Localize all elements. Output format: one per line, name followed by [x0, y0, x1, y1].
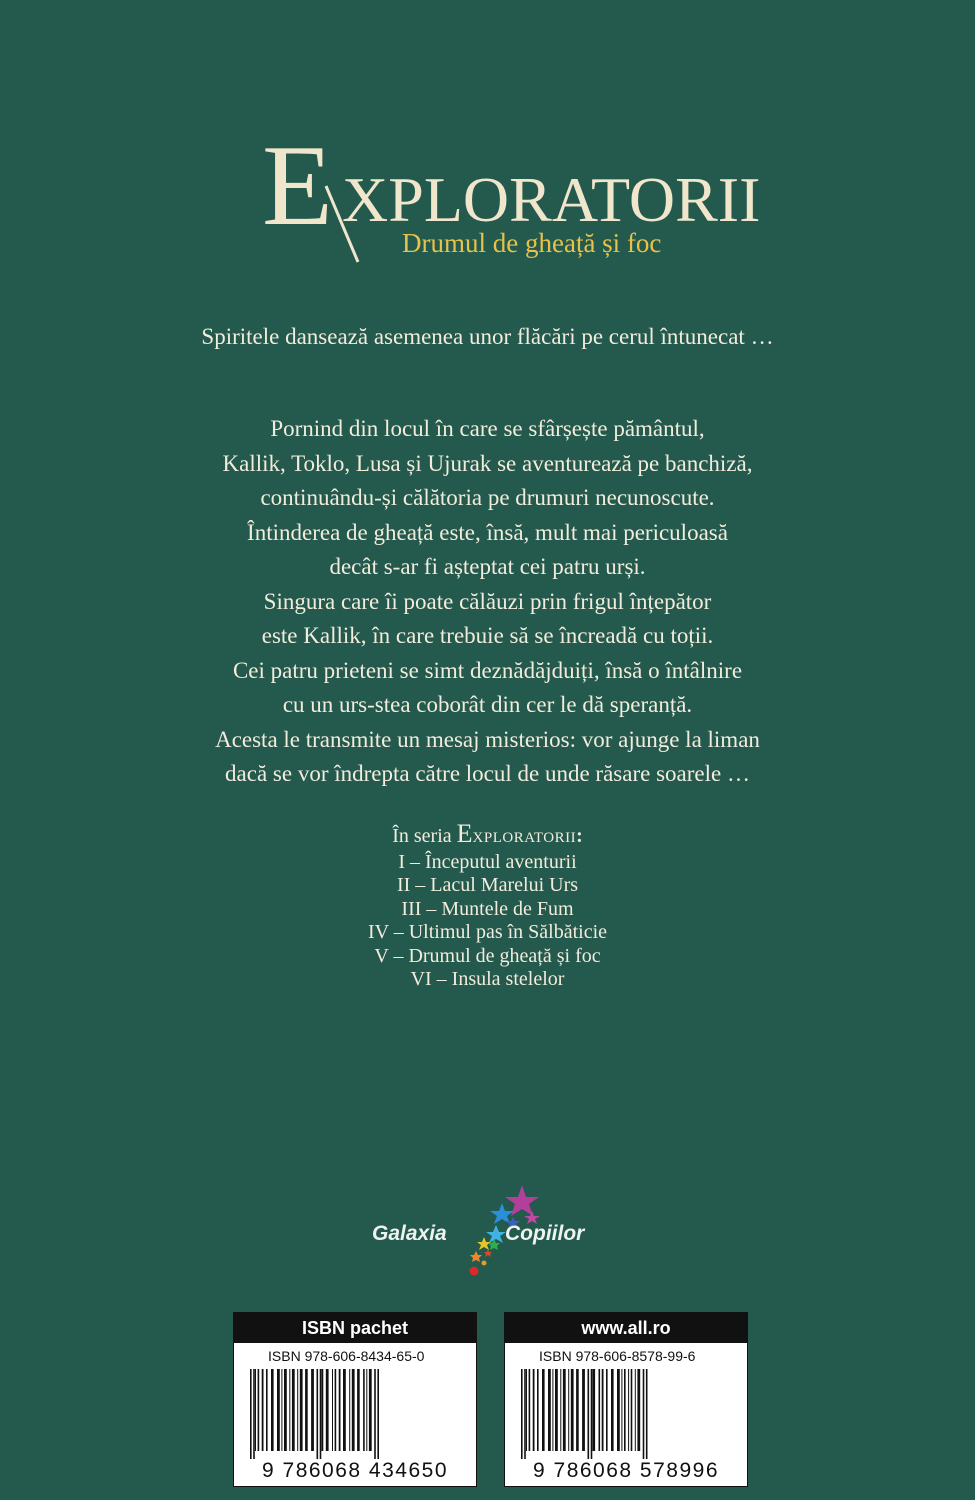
logo-x-stroke: [322, 184, 362, 264]
series-logo: [262, 122, 761, 268]
barcode-right-header: www.all.ro: [505, 1313, 747, 1343]
barcode-left-digits: 9 786068 434650: [262, 1459, 448, 1482]
publisher-name-galaxia: Galaxia: [372, 1222, 447, 1245]
series-list: [0, 819, 975, 992]
book-subtitle: Drumul de gheață și foc: [402, 228, 662, 258]
synopsis-line: este Kallik, în care trebuie să se încreadă cu toții.: [261, 623, 714, 648]
barcode-right-bars: [511, 1369, 741, 1459]
series-heading: [0, 819, 975, 851]
synopsis: [0, 412, 975, 792]
series-item: V – Drumul de gheață și foc: [374, 944, 601, 967]
synopsis-line: Întinderea de gheață este, însă, mult mai periculoasă: [247, 519, 728, 545]
barcode-right-digits: 9 786068 578996: [533, 1459, 719, 1482]
barcode-right: [504, 1312, 748, 1487]
synopsis-line: Acesta le transmite un mesaj misterios: vor ajunge la liman: [215, 726, 760, 752]
barcode-right-isbn: ISBN 978-606-8578-99-6: [539, 1348, 696, 1364]
tagline: Spiritele dansează asemenea unor flăcări pe cerul întunecat …: [201, 324, 774, 349]
series-item: II – Lacul Marelui Urs: [396, 874, 579, 896]
synopsis-line: dacă se vor îndrepta către locul de unde răsare soarele …: [225, 761, 750, 786]
series-item: III – Muntele de Fum: [401, 897, 574, 920]
series-heading-colon: :: [576, 825, 583, 847]
publisher-logo: [370, 1185, 630, 1285]
logo-first-letter: E: [262, 122, 333, 250]
synopsis-line: Kallik, Toklo, Lusa și Ujurak se aventurează pe banchiză,: [222, 450, 753, 476]
synopsis-line: Pornind din locul în care se sfârșește pământul,: [270, 416, 705, 441]
barcode-left-bars: [240, 1369, 470, 1459]
barcode-left: [233, 1312, 477, 1487]
synopsis-line: decât s-ar fi așteptat cei patru urși.: [329, 554, 646, 579]
synopsis-line: cu un urs-stea coborât din cer le dă speranță.: [282, 692, 693, 717]
barcode-left-isbn: ISBN 978-606-8434-65-0: [268, 1348, 425, 1364]
synopsis-line: Cei patru prieteni se simt deznădăjduiți, însă o întâlnire: [232, 657, 743, 683]
series-item: IV – Ultimul pas în Sălbăticie: [367, 921, 608, 943]
series-item: I – Începutul aventurii: [398, 850, 577, 873]
synopsis-line: continuându-și călătoria pe drumuri necunoscute.: [260, 485, 715, 510]
series-heading-prefix: În seria: [392, 825, 457, 847]
series-item: VI – Insula stelelor: [410, 968, 565, 990]
publisher-name-copiilor: Copiilor: [505, 1222, 585, 1245]
series-heading-rest: XPLORATORII: [472, 830, 577, 846]
series-heading-e: E: [456, 819, 473, 848]
logo-title-rest: XPLORATORII: [342, 164, 761, 235]
synopsis-line: Singura care îi poate călăuzi prin frigul înțepător: [263, 588, 712, 614]
barcode-left-header: ISBN pachet: [234, 1313, 476, 1343]
